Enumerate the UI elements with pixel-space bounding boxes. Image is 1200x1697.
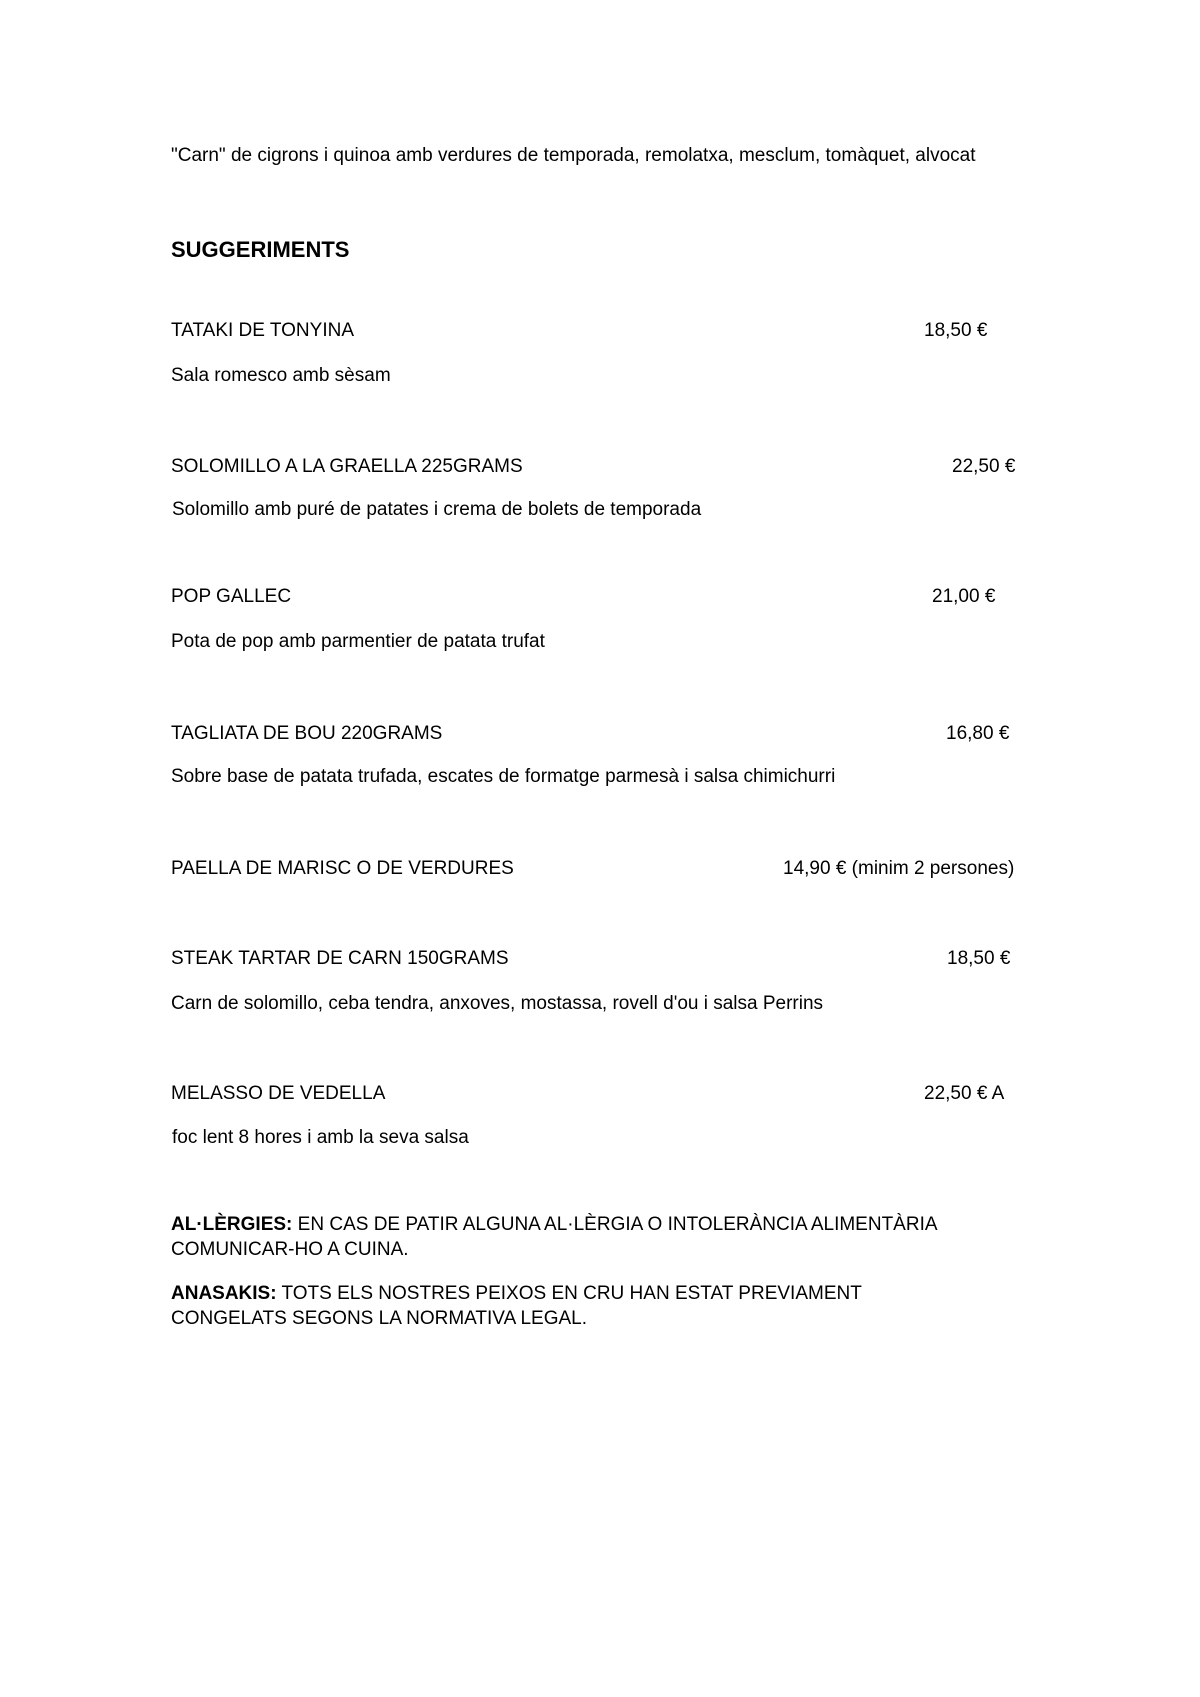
item-price: 14,90 € (minim 2 persones) xyxy=(783,858,1015,879)
item-price: 18,50 € xyxy=(924,320,988,341)
item-name: SOLOMILLO A LA GRAELLA 225GRAMS xyxy=(171,456,523,477)
item-price: 16,80 € xyxy=(946,723,1010,744)
allergies-note xyxy=(171,1214,938,1236)
item-description: Pota de pop amb parmentier de patata trufat xyxy=(171,631,545,652)
item-description: Solomillo amb puré de patates i crema de bolets de temporada xyxy=(172,499,702,520)
note-label: AL·LÈRGIES: xyxy=(171,1214,293,1235)
item-description: Sala romesco amb sèsam xyxy=(171,365,391,386)
item-price: 21,00 € xyxy=(932,586,996,607)
note-text: CONGELATS SEGONS LA NORMATIVA LEGAL. xyxy=(171,1308,588,1329)
item-price: 18,50 € xyxy=(947,948,1011,969)
item-name: TATAKI DE TONYINA xyxy=(171,320,354,341)
intro-line: "Carn" de cigrons i quinoa amb verdures de temporada, remolatxa, mesclum, tomàquet, alvocat xyxy=(171,145,976,166)
item-price: 22,50 € xyxy=(952,456,1016,477)
item-description: foc lent 8 hores i amb la seva salsa xyxy=(172,1127,469,1148)
note-text: EN CAS DE PATIR ALGUNA AL·LÈRGIA O INTOLERÀNCIA ALIMENTÀRIA xyxy=(292,1214,938,1235)
note-text: TOTS ELS NOSTRES PEIXOS EN CRU HAN ESTAT PREVIAMENT xyxy=(276,1283,862,1304)
item-name: POP GALLEC xyxy=(171,586,292,607)
section-title: SUGGERIMENTS xyxy=(171,237,350,262)
item-name: TAGLIATA DE BOU 220GRAMS xyxy=(171,723,443,744)
item-description: Carn de solomillo, ceba tendra, anxoves, mostassa, rovell d'ou i salsa Perrins xyxy=(171,993,824,1014)
item-name: STEAK TARTAR DE CARN 150GRAMS xyxy=(171,948,509,969)
item-name: PAELLA DE MARISC O DE VERDURES xyxy=(171,858,514,879)
note-text: COMUNICAR-HO A CUINA. xyxy=(171,1239,409,1260)
note-label: ANASAKIS: xyxy=(171,1283,277,1304)
anisakis-note xyxy=(171,1283,862,1305)
item-name: MELASSO DE VEDELLA xyxy=(171,1083,386,1104)
item-price: 22,50 € A xyxy=(924,1083,1005,1104)
item-description: Sobre base de patata trufada, escates de formatge parmesà i salsa chimichurri xyxy=(171,766,836,787)
